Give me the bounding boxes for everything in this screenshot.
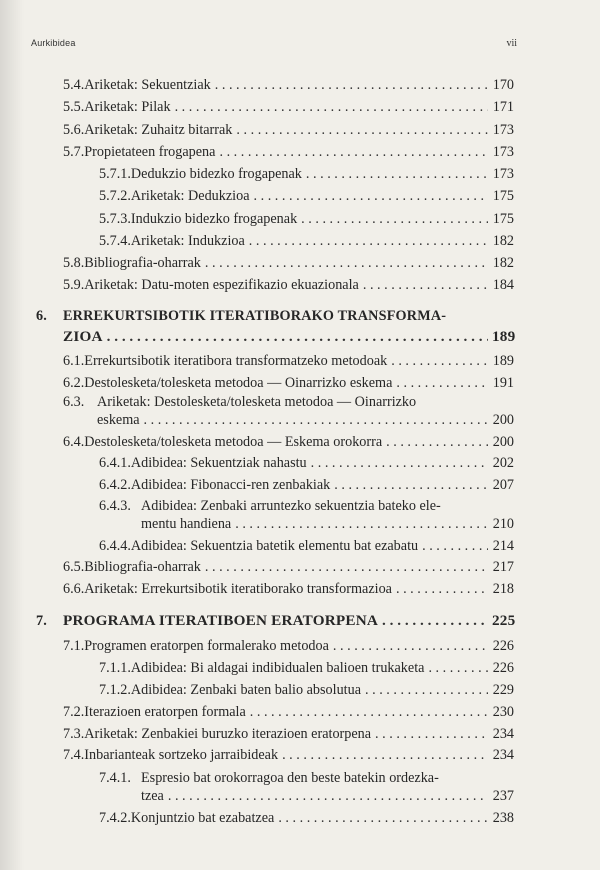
toc-entry-number: 5.7.2. (99, 188, 131, 204)
toc-entry-title: Inbarianteak sortzeko jarraibideak (84, 747, 279, 763)
toc-entry-page: 234 (492, 747, 514, 763)
toc-entry-title: Bibliografia-oharrak (84, 559, 201, 575)
leader-dots (363, 276, 488, 294)
toc-entry[interactable] (99, 165, 514, 183)
toc-entry-title: Propietateen frogapena (84, 144, 216, 160)
toc-entry[interactable] (63, 725, 514, 743)
toc-entry-title: Ariketak: Sekuentziak (84, 77, 211, 93)
toc-entry-page: 182 (492, 255, 514, 271)
toc-entry-number: 5.6. (63, 122, 85, 138)
toc-entry[interactable] (99, 809, 514, 827)
leader-dots (334, 476, 488, 494)
toc-entry-title: Ariketak: Datu-moten espezifikazio ekuazionala (84, 277, 359, 293)
toc-entry-number: 7.1.2. (99, 682, 131, 698)
toc-entry-title: Ariketak: Zenbakiei buruzko iterazioen eratorpena (84, 726, 372, 742)
leader-dots (278, 809, 488, 827)
toc-entry-title: Konjuntzio bat ezabatzea (130, 810, 275, 826)
leader-dots (365, 681, 488, 699)
toc-entry-page: 191 (492, 375, 514, 391)
toc-entry[interactable] (63, 276, 514, 294)
toc-entry-title: Indukzio bidezko frogapenak (130, 211, 298, 227)
leader-dots (422, 537, 488, 555)
toc-entry-title: Bibliografia-oharrak (84, 255, 201, 271)
toc-entry-number: 7.1.1. (99, 660, 131, 676)
toc-entry-number: 6.1. (63, 353, 85, 369)
toc-entry[interactable] (99, 476, 514, 494)
leader-dots (311, 454, 488, 472)
toc-entry-title-line1: Adibidea: Zenbaki arruntezko sekuentzia bateko ele- (141, 498, 441, 514)
toc-entry-number: 5.4. (63, 77, 85, 93)
toc-entry-page: 171 (492, 99, 514, 115)
toc-entry-page: 173 (492, 144, 514, 160)
leader-dots (391, 352, 488, 370)
leader-dots (205, 558, 488, 576)
leader-dots (306, 165, 488, 183)
toc-chapter-entry[interactable] (63, 612, 514, 630)
leader-dots (107, 328, 488, 346)
toc-entry-title: Ariketak: Zuhaitz bitarrak (84, 122, 233, 138)
chapter-title-line1: ERREKURTSIBOTIK ITERATIBORAKO TRANSFORMA- (63, 308, 447, 324)
leader-dots (382, 612, 488, 630)
toc-entry-number: 5.5. (63, 99, 85, 115)
toc-entry-title: Destolesketa/tolesketa metodoa — Eskema orokorra (84, 434, 383, 450)
toc-entry-number: 6.4.1. (99, 455, 131, 471)
toc-entry-title: Adibidea: Bi aldagai indibidualen balioen trukaketa (130, 660, 425, 676)
toc-entry-title: Dedukzio bidezko frogapenak (130, 166, 302, 182)
leader-dots (333, 637, 488, 655)
leader-dots (144, 411, 488, 429)
leader-dots (386, 433, 488, 451)
toc-entry-page: 234 (492, 726, 514, 742)
toc-entry-title: Ariketak: Indukzioa (130, 233, 245, 249)
toc-entry-page: 238 (492, 810, 514, 826)
toc-entry-title: Errekurtsibotik iteratibora transformatzeko metodoak (84, 353, 388, 369)
toc-entry-page: 200 (492, 434, 514, 450)
toc-entry[interactable] (99, 537, 514, 555)
toc-entry-number: 7.4. (63, 747, 85, 763)
leader-dots (215, 76, 488, 94)
toc-entry-page: 175 (492, 188, 514, 204)
toc-entry-title: Ariketak: Dedukzioa (130, 188, 250, 204)
toc-entry[interactable] (99, 232, 514, 250)
toc-entry-number: 6.4.4. (99, 538, 131, 554)
toc-entry-page: 173 (492, 166, 514, 182)
toc-entry-title: Adibidea: Zenbaki baten balio absolutua (130, 682, 362, 698)
leader-dots (175, 98, 488, 116)
toc-entry-page: 173 (492, 122, 514, 138)
toc-entry[interactable] (99, 210, 514, 228)
leader-dots (254, 187, 489, 205)
chapter-title: PROGRAMA ITERATIBOEN ERATORPENA (63, 612, 379, 629)
leader-dots (282, 746, 488, 764)
toc-entry[interactable] (63, 703, 514, 721)
leader-dots (250, 703, 488, 721)
toc-entry-page: 229 (492, 682, 514, 698)
toc-entry-title: Adibidea: Sekuentzia batetik elementu bat ezabatu (130, 538, 419, 554)
toc-entry-page: 217 (492, 559, 514, 575)
toc-entry[interactable] (63, 580, 514, 598)
toc-entry[interactable] (63, 352, 514, 370)
leader-dots (301, 210, 488, 228)
leader-dots (168, 787, 488, 805)
toc-entry[interactable] (141, 515, 514, 533)
toc-entry-number: 6.3. (63, 394, 85, 410)
toc-entry-number: 5.7.4. (99, 233, 131, 249)
chapter-title-line2: ZIOA (63, 328, 103, 345)
toc-entry-number: 6.5. (63, 559, 85, 575)
toc-entry-title: Adibidea: Fibonacci-ren zenbakiak (130, 477, 331, 493)
toc-entry-page: 218 (492, 581, 514, 597)
toc-entry[interactable] (63, 558, 514, 576)
toc-entry-title: Programen eratorpen formalerako metodoa (84, 638, 329, 654)
toc-entry-number: 6.4. (63, 434, 85, 450)
toc-entry-title: Adibidea: Sekuentziak nahastu (130, 455, 307, 471)
toc-entry-number: 6.4.2. (99, 477, 131, 493)
toc-entry-number: 6.4.3. (99, 498, 131, 514)
toc-entry-title-line1: Ariketak: Destolesketa/tolesketa metodoa — Oinarrizko (97, 394, 417, 410)
toc-entry[interactable] (99, 659, 514, 677)
toc-entry-number: 7.2. (63, 704, 85, 720)
running-header-title: Aurkibidea (31, 38, 76, 48)
toc-entry-page: 189 (492, 353, 514, 369)
toc-entry-page: 230 (492, 704, 514, 720)
toc-entry-number: 7.4.2. (99, 810, 131, 826)
chapter-number: 7. (36, 613, 48, 629)
toc-entry-page: 237 (492, 788, 514, 804)
toc-entry-title-line2: mentu handiena (141, 516, 232, 532)
leader-dots (236, 121, 488, 139)
toc-entry-number: 6.6. (63, 581, 85, 597)
toc-entry-number: 5.7.1. (99, 166, 131, 182)
leader-dots (205, 254, 488, 272)
leader-dots (396, 374, 488, 392)
toc-entry-page: 214 (492, 538, 514, 554)
chapter-number: 6. (36, 308, 48, 324)
toc-entry-page: 210 (492, 516, 514, 532)
leader-dots (428, 659, 488, 677)
running-header-page-number: vii (506, 38, 517, 49)
leader-dots (249, 232, 488, 250)
toc-entry-page: 226 (492, 638, 514, 654)
toc-entry-title: Ariketak: Errekurtsibotik iteratiborako transformazioa (84, 581, 392, 597)
toc-entry[interactable] (63, 746, 514, 764)
toc-entry-number: 5.7. (63, 144, 85, 160)
leader-dots (219, 143, 488, 161)
toc-entry-number: 7.4.1. (99, 770, 131, 786)
leader-dots (235, 515, 488, 533)
toc-chapter-entry[interactable] (63, 328, 514, 346)
toc-entry[interactable] (63, 254, 514, 272)
toc-entry[interactable] (63, 374, 514, 392)
toc-entry[interactable] (63, 98, 514, 116)
toc-entry-page: 226 (492, 660, 514, 676)
toc-entry-title: Ariketak: Pilak (84, 99, 171, 115)
toc-entry-page: 225 (492, 612, 516, 629)
toc-entry-page: 170 (492, 77, 514, 93)
toc-entry-page: 207 (492, 477, 514, 493)
toc-entry[interactable] (99, 187, 514, 205)
toc-entry-number: 5.8. (63, 255, 85, 271)
toc-entry-page: 182 (492, 233, 514, 249)
toc-entry-page: 200 (492, 412, 514, 428)
toc-entry[interactable] (63, 76, 514, 94)
toc-entry-number: 7.1. (63, 638, 85, 654)
toc-entry-number: 7.3. (63, 726, 85, 742)
toc-entry-number: 6.2. (63, 375, 85, 391)
toc-entry[interactable] (63, 121, 514, 139)
toc-entry-title: Destolesketa/tolesketa metodoa — Oinarrizko eskema (84, 375, 393, 391)
toc-entry[interactable] (63, 143, 514, 161)
toc-entry-title-line2: eskema (97, 412, 140, 428)
toc-entry-number: 5.9. (63, 277, 85, 293)
toc-entry-page: 175 (492, 211, 514, 227)
toc-entry[interactable] (63, 433, 514, 451)
toc-entry-page: 189 (492, 328, 516, 345)
toc-entry-title-line2: tzea (141, 788, 164, 804)
toc-entry[interactable] (99, 454, 514, 472)
leader-dots (375, 725, 488, 743)
toc-entry-title: Iterazioen eratorpen formala (84, 704, 246, 720)
toc-entry-title-line1: Espresio bat orokorragoa den beste batekin ordezka- (141, 770, 439, 786)
leader-dots (396, 580, 488, 598)
toc-entry[interactable] (141, 787, 514, 805)
toc-entry[interactable] (99, 681, 514, 699)
toc-entry-page: 202 (492, 455, 514, 471)
toc-entry-page: 184 (492, 277, 514, 293)
toc-entry[interactable] (63, 637, 514, 655)
toc-entry-number: 5.7.3. (99, 211, 131, 227)
toc-entry[interactable] (97, 411, 514, 429)
